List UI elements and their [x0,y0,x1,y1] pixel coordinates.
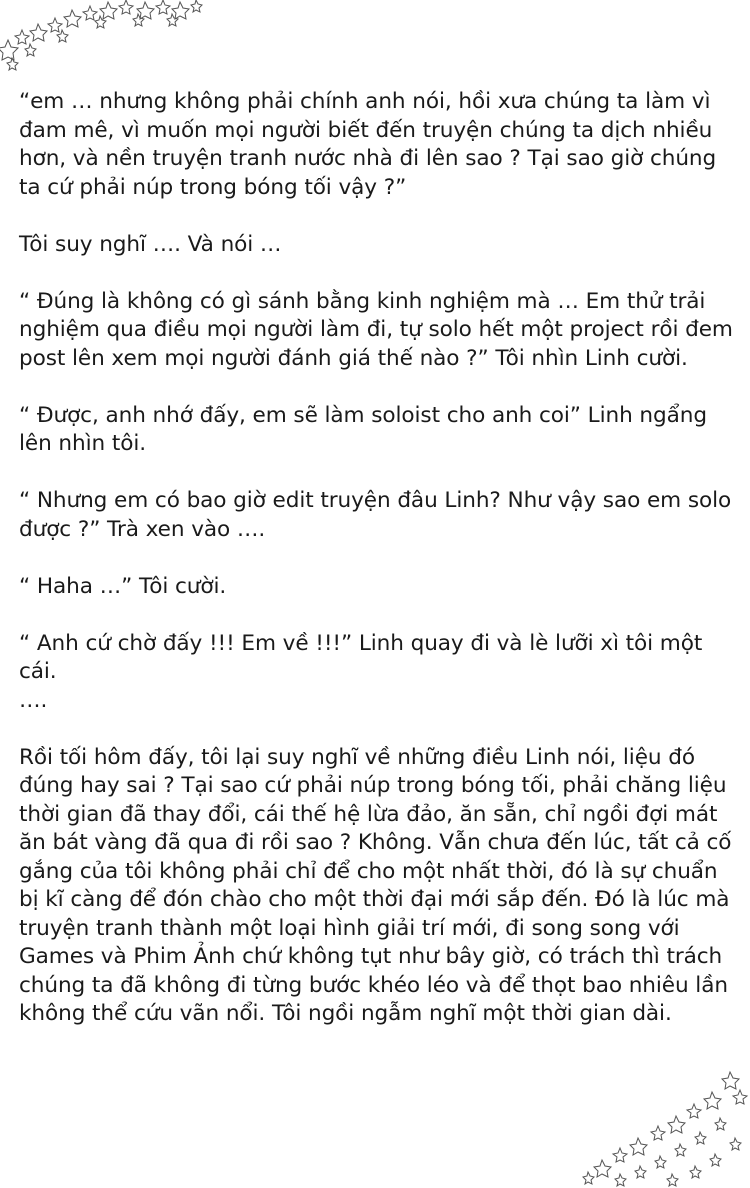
paragraph-3: “ Đúng là không có gì sánh bằng kinh nghiệm mà … Em thử trải nghiệm qua điều mọi người làm đi, tự solo hết một project rồi đem post lên xem mọi người đánh giá thế nào ?” Tôi nhìn Linh cười. [19,288,733,371]
paragraph-8: Rồi tối hôm đấy, tôi lại suy nghĩ về những điều Linh nói, liệu đó đúng hay sai ? Tại sao cứ phải núp trong bóng tối, phải chăng liệu thời gian đã thay đổi, cái thế hệ lừa đảo, ăn sẵn, chỉ ngồi đợi mát ăn bát vàng đã qua đi rồi sao ? Không. Vẫn chưa đến lúc, tất cả cố gắng của tôi không phải chỉ để cho một nhất thời, đó là sự chuẩn bị kĩ càng để đón chào cho một thời đại mới sắp đến. Đó là lúc mà truyện tranh thành một loại hình giải trí mới, đi song song với Games và Phim Ảnh chứ không tụt như bây giờ, có trách thì trách chúng ta đã không đi từng bước khéo léo và để thọt bao nhiêu lần không thể cứu vãn nổi. Tôi ngồi ngẫm nghĩ một thời gian dài. [19,744,732,1026]
paragraph-6: “ Haha …” Tôi cười. [19,573,227,599]
paragraph-4: “ Được, anh nhớ đấy, em sẽ làm soloist cho anh coi” Linh ngẩng lên nhìn tôi. [19,402,707,456]
stars-decoration-top-left [0,0,210,80]
paragraph-2: Tôi suy nghĩ …. Và nói … [19,231,282,257]
paragraph-7: “ Anh cứ chờ đấy !!! Em về !!!” Linh quay đi và lè lưỡi xì tôi một cái. [19,630,703,684]
paragraph-5: “ Nhưng em có bao giờ edit truyện đâu Linh? Như vậy sao em solo được ?” Trà xen vào …. [19,488,732,542]
story-text [19,88,735,1057]
ellipsis-line: …. [19,687,48,713]
paragraph-1: “em … nhưng không phải chính anh nói, hồi xưa chúng ta làm vì đam mê, vì muốn mọi người biết đến truyện chúng ta dịch nhiều hơn, và nền truyện tranh nước nhà đi lên sao ? Tại sao giờ chúng ta cứ phải núp trong bóng tối vậy ?” [19,89,717,200]
stars-decoration-bottom-right [580,1068,750,1188]
